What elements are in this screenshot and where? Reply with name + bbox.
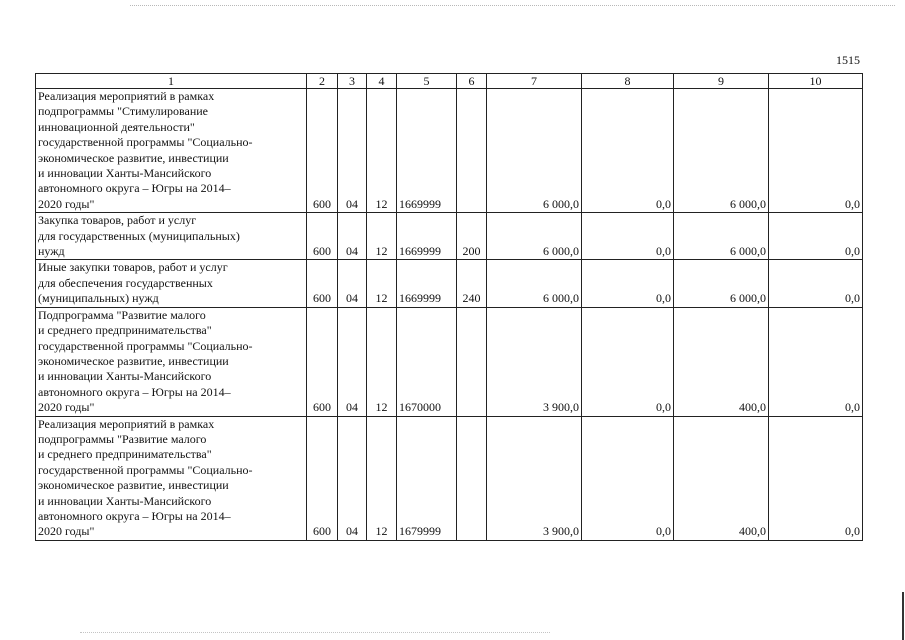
scan-artifact-bottom xyxy=(80,632,550,633)
col-6-cell xyxy=(457,307,487,416)
col-4-cell: 12 xyxy=(367,89,397,213)
col-8-cell: 0,0 xyxy=(582,89,674,213)
col-8-cell: 0,0 xyxy=(582,307,674,416)
col-7-cell: 6 000,0 xyxy=(487,89,582,213)
page-number: 1515 xyxy=(836,53,860,67)
col-10-cell: 0,0 xyxy=(769,260,863,307)
col-4-cell: 12 xyxy=(367,260,397,307)
header-col-7: 7 xyxy=(487,74,582,89)
col-8-cell: 0,0 xyxy=(582,260,674,307)
col-5-cell: 1670000 xyxy=(397,307,457,416)
header-col-8: 8 xyxy=(582,74,674,89)
col-6-cell: 200 xyxy=(457,213,487,260)
scan-artifact-top xyxy=(130,5,895,6)
row-name-cell: Реализация мероприятий в рамках подпрограммы "Стимулирование инновационной деятельности" государственной программы "Социально- экономическое развитие, инвестиции и инновации Ханты-Мансийского автономного округа – Югры на 2014– 2020 годы" xyxy=(36,89,307,213)
col-2-cell: 600 xyxy=(307,213,338,260)
col-10-cell: 0,0 xyxy=(769,416,863,540)
row-name-cell: Реализация мероприятий в рамках подпрограммы "Развитие малого и среднего предпринимательства" государственной программы "Социально- экономическое развитие, инвестиции и инновации Ханты-Мансийского автономного округа – Югры на 2014– 2020 годы" xyxy=(36,416,307,540)
header-col-4: 4 xyxy=(367,74,397,89)
table-row xyxy=(36,307,863,416)
col-3-cell: 04 xyxy=(338,89,367,213)
col-3-cell: 04 xyxy=(338,416,367,540)
table-row xyxy=(36,89,863,213)
col-9-cell: 400,0 xyxy=(674,416,769,540)
col-7-cell: 3 900,0 xyxy=(487,307,582,416)
row-name-cell: Закупка товаров, работ и услуг для государственных (муниципальных) нужд xyxy=(36,213,307,260)
col-5-cell: 1669999 xyxy=(397,89,457,213)
col-10-cell: 0,0 xyxy=(769,213,863,260)
col-6-cell: 240 xyxy=(457,260,487,307)
col-2-cell: 600 xyxy=(307,89,338,213)
header-col-10: 10 xyxy=(769,74,863,89)
header-col-2: 2 xyxy=(307,74,338,89)
col-5-cell: 1669999 xyxy=(397,213,457,260)
col-4-cell: 12 xyxy=(367,213,397,260)
col-3-cell: 04 xyxy=(338,307,367,416)
table-row xyxy=(36,416,863,540)
header-col-5: 5 xyxy=(397,74,457,89)
col-5-cell: 1679999 xyxy=(397,416,457,540)
scan-edge-right xyxy=(902,592,904,640)
col-7-cell: 6 000,0 xyxy=(487,213,582,260)
header-col-1: 1 xyxy=(36,74,307,89)
table-body xyxy=(36,89,863,541)
col-7-cell: 3 900,0 xyxy=(487,416,582,540)
table-header xyxy=(36,74,863,89)
table-row xyxy=(36,213,863,260)
col-2-cell: 600 xyxy=(307,260,338,307)
col-3-cell: 04 xyxy=(338,213,367,260)
col-9-cell: 6 000,0 xyxy=(674,260,769,307)
col-9-cell: 400,0 xyxy=(674,307,769,416)
row-name-cell: Иные закупки товаров, работ и услуг для обеспечения государственных (муниципальных) нужд xyxy=(36,260,307,307)
budget-table xyxy=(35,73,863,541)
col-3-cell: 04 xyxy=(338,260,367,307)
header-col-6: 6 xyxy=(457,74,487,89)
col-10-cell: 0,0 xyxy=(769,307,863,416)
col-5-cell: 1669999 xyxy=(397,260,457,307)
col-6-cell xyxy=(457,416,487,540)
header-col-3: 3 xyxy=(338,74,367,89)
col-2-cell: 600 xyxy=(307,307,338,416)
col-2-cell: 600 xyxy=(307,416,338,540)
table-row xyxy=(36,260,863,307)
col-4-cell: 12 xyxy=(367,307,397,416)
header-col-9: 9 xyxy=(674,74,769,89)
header-row xyxy=(36,74,863,89)
col-6-cell xyxy=(457,89,487,213)
col-10-cell: 0,0 xyxy=(769,89,863,213)
row-name-cell: Подпрограмма "Развитие малого и среднего предпринимательства" государственной программы "Социально- экономическое развитие, инвестиции и инновации Ханты-Мансийского автономного округа – Югры на 2014– 2020 годы" xyxy=(36,307,307,416)
col-7-cell: 6 000,0 xyxy=(487,260,582,307)
col-8-cell: 0,0 xyxy=(582,213,674,260)
col-4-cell: 12 xyxy=(367,416,397,540)
col-9-cell: 6 000,0 xyxy=(674,89,769,213)
col-9-cell: 6 000,0 xyxy=(674,213,769,260)
col-8-cell: 0,0 xyxy=(582,416,674,540)
